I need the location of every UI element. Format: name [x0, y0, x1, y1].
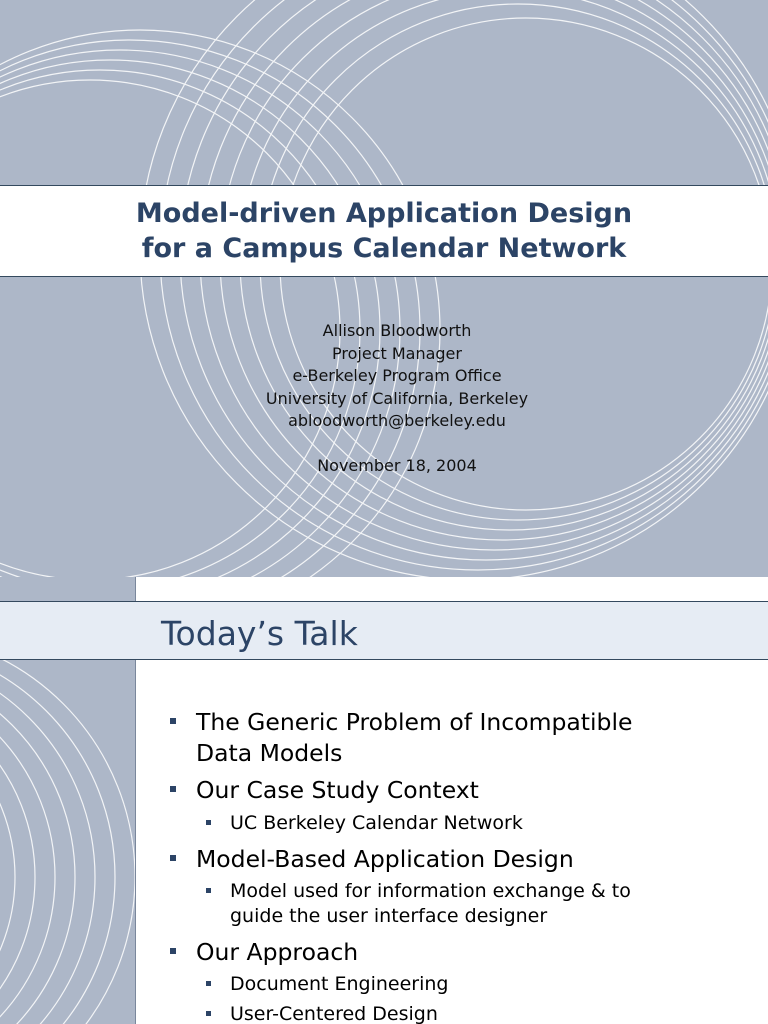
slide-heading: Today’s Talk	[161, 614, 358, 653]
agenda-item-3: Model-Based Application Design	[196, 845, 574, 873]
author-office: e-Berkeley Program Office	[292, 366, 502, 385]
agenda-item-1-line-2: Data Models	[196, 739, 343, 767]
author-info	[0, 320, 768, 433]
slide-title-line-2: for a Campus Calendar Network	[141, 233, 627, 264]
author-name: Allison Bloodworth	[322, 321, 472, 340]
sub-bullet-marker	[206, 820, 211, 825]
agenda-subitem-4-1: Document Engineering	[230, 973, 449, 995]
agenda-item-1-line-1: The Generic Problem of Incompatible	[196, 708, 633, 736]
agenda-slide	[0, 577, 768, 1024]
bullet-marker	[170, 786, 176, 792]
agenda-subitem-4-2: User-Centered Design	[230, 1003, 438, 1024]
agenda-item-2: Our Case Study Context	[196, 776, 479, 804]
agenda-item-4: Our Approach	[196, 938, 359, 966]
author-role: Project Manager	[332, 343, 462, 363]
author-university: University of California, Berkeley	[265, 388, 529, 408]
bullet-marker	[170, 948, 176, 954]
sub-bullet-marker	[206, 888, 211, 893]
agenda-subitem-3-1-line-2: guide the user interface designer	[230, 905, 548, 927]
heading-bar	[0, 601, 768, 660]
presentation-date: November 18, 2004	[317, 456, 477, 475]
sub-bullet-marker	[206, 981, 211, 986]
author-email: abloodworth@berkeley.edu	[288, 411, 506, 430]
bullet-marker	[170, 718, 176, 724]
sub-bullet-marker	[206, 1011, 211, 1016]
title-band	[0, 185, 768, 277]
bullet-marker	[170, 855, 176, 861]
slide-title-line-1: Model-driven Application Design	[135, 198, 633, 229]
agenda-subitem-3-1-line-1: Model used for information exchange & to	[230, 880, 631, 902]
agenda-subitem-2-1: UC Berkeley Calendar Network	[230, 812, 523, 834]
